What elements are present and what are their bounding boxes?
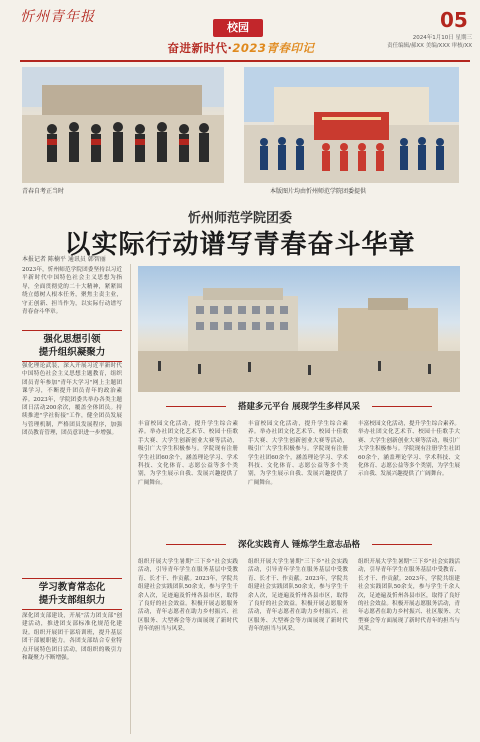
- heading-rule: [22, 609, 122, 610]
- editor-line: 责任编辑/郝XX 美编/XXX 审核/XX: [387, 43, 472, 49]
- banner-text: 奋进新时代·: [167, 41, 233, 55]
- article-title: 以实际行动谱写青春奋斗华章: [64, 230, 416, 260]
- column-divider: [130, 264, 131, 734]
- section-1-text: 强化理论武装，深入开展习近平新时代中国特色社会主义思想主题教育，组织团员青年参加"青年大学习"网上主题团课学习，不断提升团员青年的政治素养。2023年，学院团委共举办各类主题团日活动200余次，覆盖全体团员。持续推进"学社衔接"工作，健全团员发展与管理机制，严格团员发展程序，加强团员教育管理，团员意识进一步增强。: [22, 363, 122, 437]
- section-1-heading: [22, 328, 122, 364]
- section-2-text-col2: 丰富校园文化活动，提升学生综合素养。举办社团文化艺术节、校园十佳歌手大赛、大学生创新创业大赛等活动，吸引广大学生积极参与。学院现有注册学生社团60余个，涵盖理论学习、学术科技、文化体育、志愿公益等多个类别，为学生展示自我、发展兴趣提供了广阔舞台。: [248, 421, 348, 486]
- article-kicker: 忻州师范学院团委: [187, 211, 292, 226]
- header-rule: [20, 60, 470, 62]
- section-4-text-col2: 组织开展大学生暑期"三下乡"社会实践活动，引导青年学生在服务基层中受教育、长才干、作贡献。2023年，学院共组建社会实践团队50余支，参与学生千余人次，足迹遍及忻州各县市区，取得了良好的社会效益。积极开展志愿服务活动，青年志愿者在助力乡村振兴、社区服务、大型赛会等方面展现了新时代青年的担当与风采。: [248, 559, 348, 633]
- volunteer-photo-illustration: [244, 67, 459, 183]
- section-banner: [116, 40, 366, 57]
- article-byline: 本报记者 陈楠平 通讯员 韩智丽: [22, 256, 106, 263]
- lead-paragraph: 2023年，忻州师范学院团委坚持以习近平新时代中国特色社会主义思想为指导，全面贯彻党的二十大精神，紧紧围绕立德树人根本任务，聚焦主责主业，守正创新、担当作为，以实际行动谱写青春奋斗华章。: [22, 267, 122, 316]
- photo-b-caption: 本版图片均由忻州师范学院团委提供: [270, 188, 367, 195]
- section-4-text-col3: 组织开展大学生暑期"三下乡"社会实践活动，引导青年学生在服务基层中受教育、长才干、作贡献。2023年，学院共组建社会实践团队50余支，参与学生千余人次，足迹遍及忻州各县市区，取得了良好的社会效益。积极开展志愿服务活动，青年志愿者在助力乡村振兴、社区服务、大型赛会等方面展现了新时代青年的担当与风采。: [358, 559, 460, 633]
- section-3-heading-line2: 提升支部组织力: [38, 595, 106, 606]
- photo-campus: [138, 266, 460, 392]
- section-2-text-col1: 丰富校园文化活动，提升学生综合素养。举办社团文化艺术节、校园十佳歌手大赛、大学生创新创业大赛等活动，吸引广大学生积极参与。学院现有注册学生社团60余个，涵盖理论学习、学术科技、文化体育、志愿公益等多个类别，为学生展示自我、发展兴趣提供了广阔舞台。: [138, 421, 238, 486]
- photo-a-caption: 青春自考正当时: [22, 188, 65, 195]
- newspaper-logo: 忻州青年报: [20, 9, 95, 25]
- graduation-photo-illustration: [22, 67, 224, 183]
- page-header: [0, 0, 480, 58]
- heading-rule: [22, 578, 122, 579]
- section-1-heading-line2: 提升组织凝聚力: [38, 347, 106, 358]
- section-4-heading: 深化实践育人 锤炼学生意志品格: [232, 538, 366, 550]
- date-line: [350, 34, 472, 50]
- section-tag: 校园: [213, 19, 263, 37]
- issue-date: 2024年1月10日 星期三: [412, 35, 472, 41]
- page-number: 05: [440, 8, 468, 32]
- campus-photo-illustration: [138, 266, 460, 392]
- banner-highlight: 2023青春印记: [232, 41, 315, 55]
- photo-graduation-group: [22, 67, 224, 183]
- section-2-text-col3: 丰富校园文化活动，提升学生综合素养。举办社团文化艺术节、校园十佳歌手大赛、大学生创新创业大赛等活动，吸引广大学生积极参与。学院现有注册学生社团60余个，涵盖理论学习、学术科技、文化体育、志愿公益等多个类别，为学生展示自我、发展兴趣提供了广阔舞台。: [358, 421, 460, 478]
- section-2-heading: 搭建多元平台 展现学生多样风采: [232, 400, 366, 412]
- heading-rule: [22, 330, 122, 331]
- section-3-heading: [22, 576, 122, 612]
- section-1-heading-line1: 强化思想引领: [43, 334, 101, 345]
- section-3-text: 深化团支部建设，开展"活力团支部"创建活动，推进团支部标准化规范化建设。组织开展团干部培训班，提升基层团干部履职能力。各团支部结合专业特点开展特色团日活动，团组织的吸引力和凝聚力不断增强。: [22, 613, 122, 662]
- section-4-text-col1: 组织开展大学生暑期"三下乡"社会实践活动，引导青年学生在服务基层中受教育、长才干、作贡献。2023年，学院共组建社会实践团队50余支，参与学生千余人次，足迹遍及忻州各县市区，取得了良好的社会效益。积极开展志愿服务活动，青年志愿者在助力乡村振兴、社区服务、大型赛会等方面展现了新时代青年的担当与风采。: [138, 559, 238, 633]
- section-3-heading-line1: 学习教育常态化: [38, 582, 106, 593]
- photo-volunteer-group: [244, 67, 459, 183]
